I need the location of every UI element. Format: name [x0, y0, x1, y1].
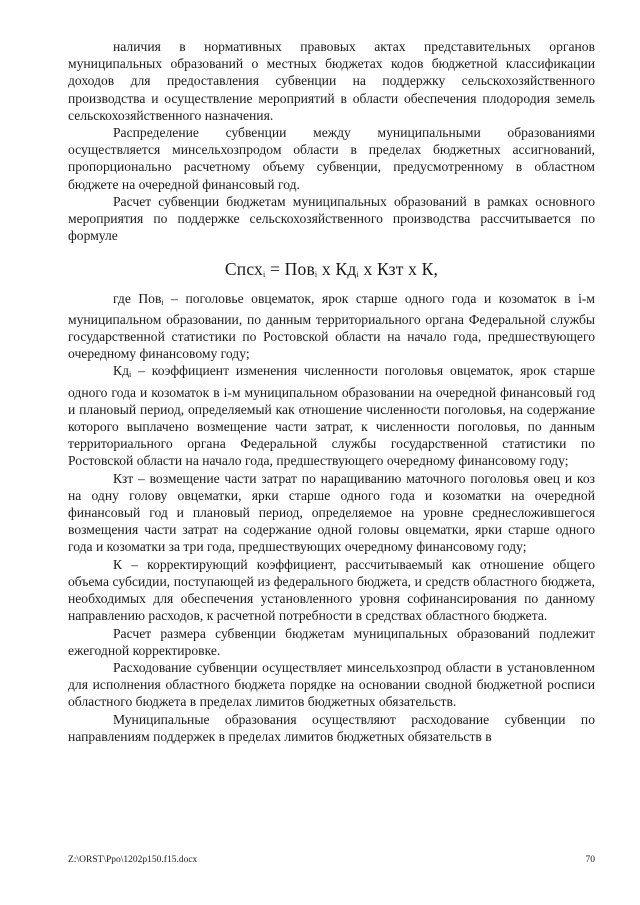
definition-text: – корректирующий коэффициент, рассчитываемый как отношение общего объема субсидии, поступающей из федерального бюджета, и средств областного бюджета, необходимых для обеспечения установленного уровня софинансирования по данному направлению расходов, к расчетной потребности в средствах областного бюджета. — [68, 556, 595, 624]
paragraph-correction: Расчет размера субвенции бюджетам муниципальных образований подлежит ежегодной корректировке. — [68, 625, 595, 658]
definition-text: – коэффициент изменения численности поголовья овцематок, ярок старше одного года и козоматок в i-м муниципальном образовании на очередной финансовый год и плановый период, определяемый как отношение численности поголовья, на содержание которого выплачено возмещение части затрат, к численности поголовья, по данным территориального органа Федеральной службы государственной статистики по Ростовской области на начало года, предшествующего очередному финансовому году; — [68, 363, 595, 469]
definition-term: К — [113, 556, 123, 572]
paragraph-municipal-spending: Муниципальные образования осуществляют расходование субвенции по направлениям поддержек в пределах лимитов бюджетных обязательств в — [68, 711, 595, 744]
definition-term-subscript: i — [161, 297, 164, 307]
formula-kd-subscript: i — [356, 270, 359, 280]
definition-term: Кзт — [113, 470, 134, 486]
formula-lhs: Спсх — [224, 259, 263, 280]
formula-rest: х Кзт х К, — [358, 259, 439, 280]
formula — [68, 261, 595, 283]
footer-file-path: Z:\ORST\Ppo\1202p150.f15.docx — [68, 855, 198, 865]
definition-k — [68, 556, 595, 625]
formula-lhs-subscript: i — [263, 270, 266, 280]
paragraph-calculation: Расчет субвенции бюджетам муниципальных образований в рамках основного мероприятия по поддержке сельскохозяйственного производства рассчитывается по формуле — [68, 193, 595, 244]
definition-kd — [68, 362, 595, 469]
definition-pov — [68, 290, 595, 363]
document-page — [68, 38, 595, 745]
definition-text: – поголовье овцематок, ярок старше одного года и козоматок в i-м муниципальном образовании, по данным территориального органа Федеральной службы государственной статистики по Ростовской области на начало года, предшествующего очередному финансовому году; — [68, 290, 596, 362]
definition-term-subscript: i — [128, 370, 132, 380]
formula-kd: х Кд — [317, 259, 357, 280]
paragraph-intro-continuation: наличия в нормативных правовых актах представительных органов муниципальных образований о местных бюджетах кодов бюджетной классификации доходов для предоставления субвенции на поддержку сельскохозяйственного производства и осуществление мероприятий в области обеспечения плодородия земель сельскохозяйственного назначения. — [68, 39, 595, 123]
page-number: 70 — [585, 855, 595, 865]
formula-pov-subscript: i — [314, 270, 318, 280]
paragraph-spending: Расходование субвенции осуществляет минсельхозпрод области в установленном для исполнения областного бюджета порядке на основании сводной бюджетной росписи областного бюджета в пределах лимитов бюджетных обязательств. — [68, 659, 595, 710]
definition-kzt — [68, 470, 595, 556]
definition-text: – возмещение части затрат по наращиванию маточного поголовья овец и коз на одну голову овцематки, ярки старше одного года и козоматки на очередной финансовый год и плановый период, определяемое на уровне среднесложившегося возмещения части затрат на содержание одной головы овцематки, ярки старше одного года и козоматки за три года, предшествующих очередному финансовому году; — [68, 470, 595, 555]
formula-pov: = Пов — [265, 259, 315, 280]
definition-term: где Пов — [113, 290, 162, 306]
definition-term: Кд — [113, 363, 129, 379]
paragraph-distribution: Распределение субвенции между муниципальными образованиями осуществляется минсельхозпродом области в пределах бюджетных ассигнований, пропорционально расчетному объему субвенции, предусмотренному в областном бюджете на очередной финансовый год. — [68, 125, 595, 192]
